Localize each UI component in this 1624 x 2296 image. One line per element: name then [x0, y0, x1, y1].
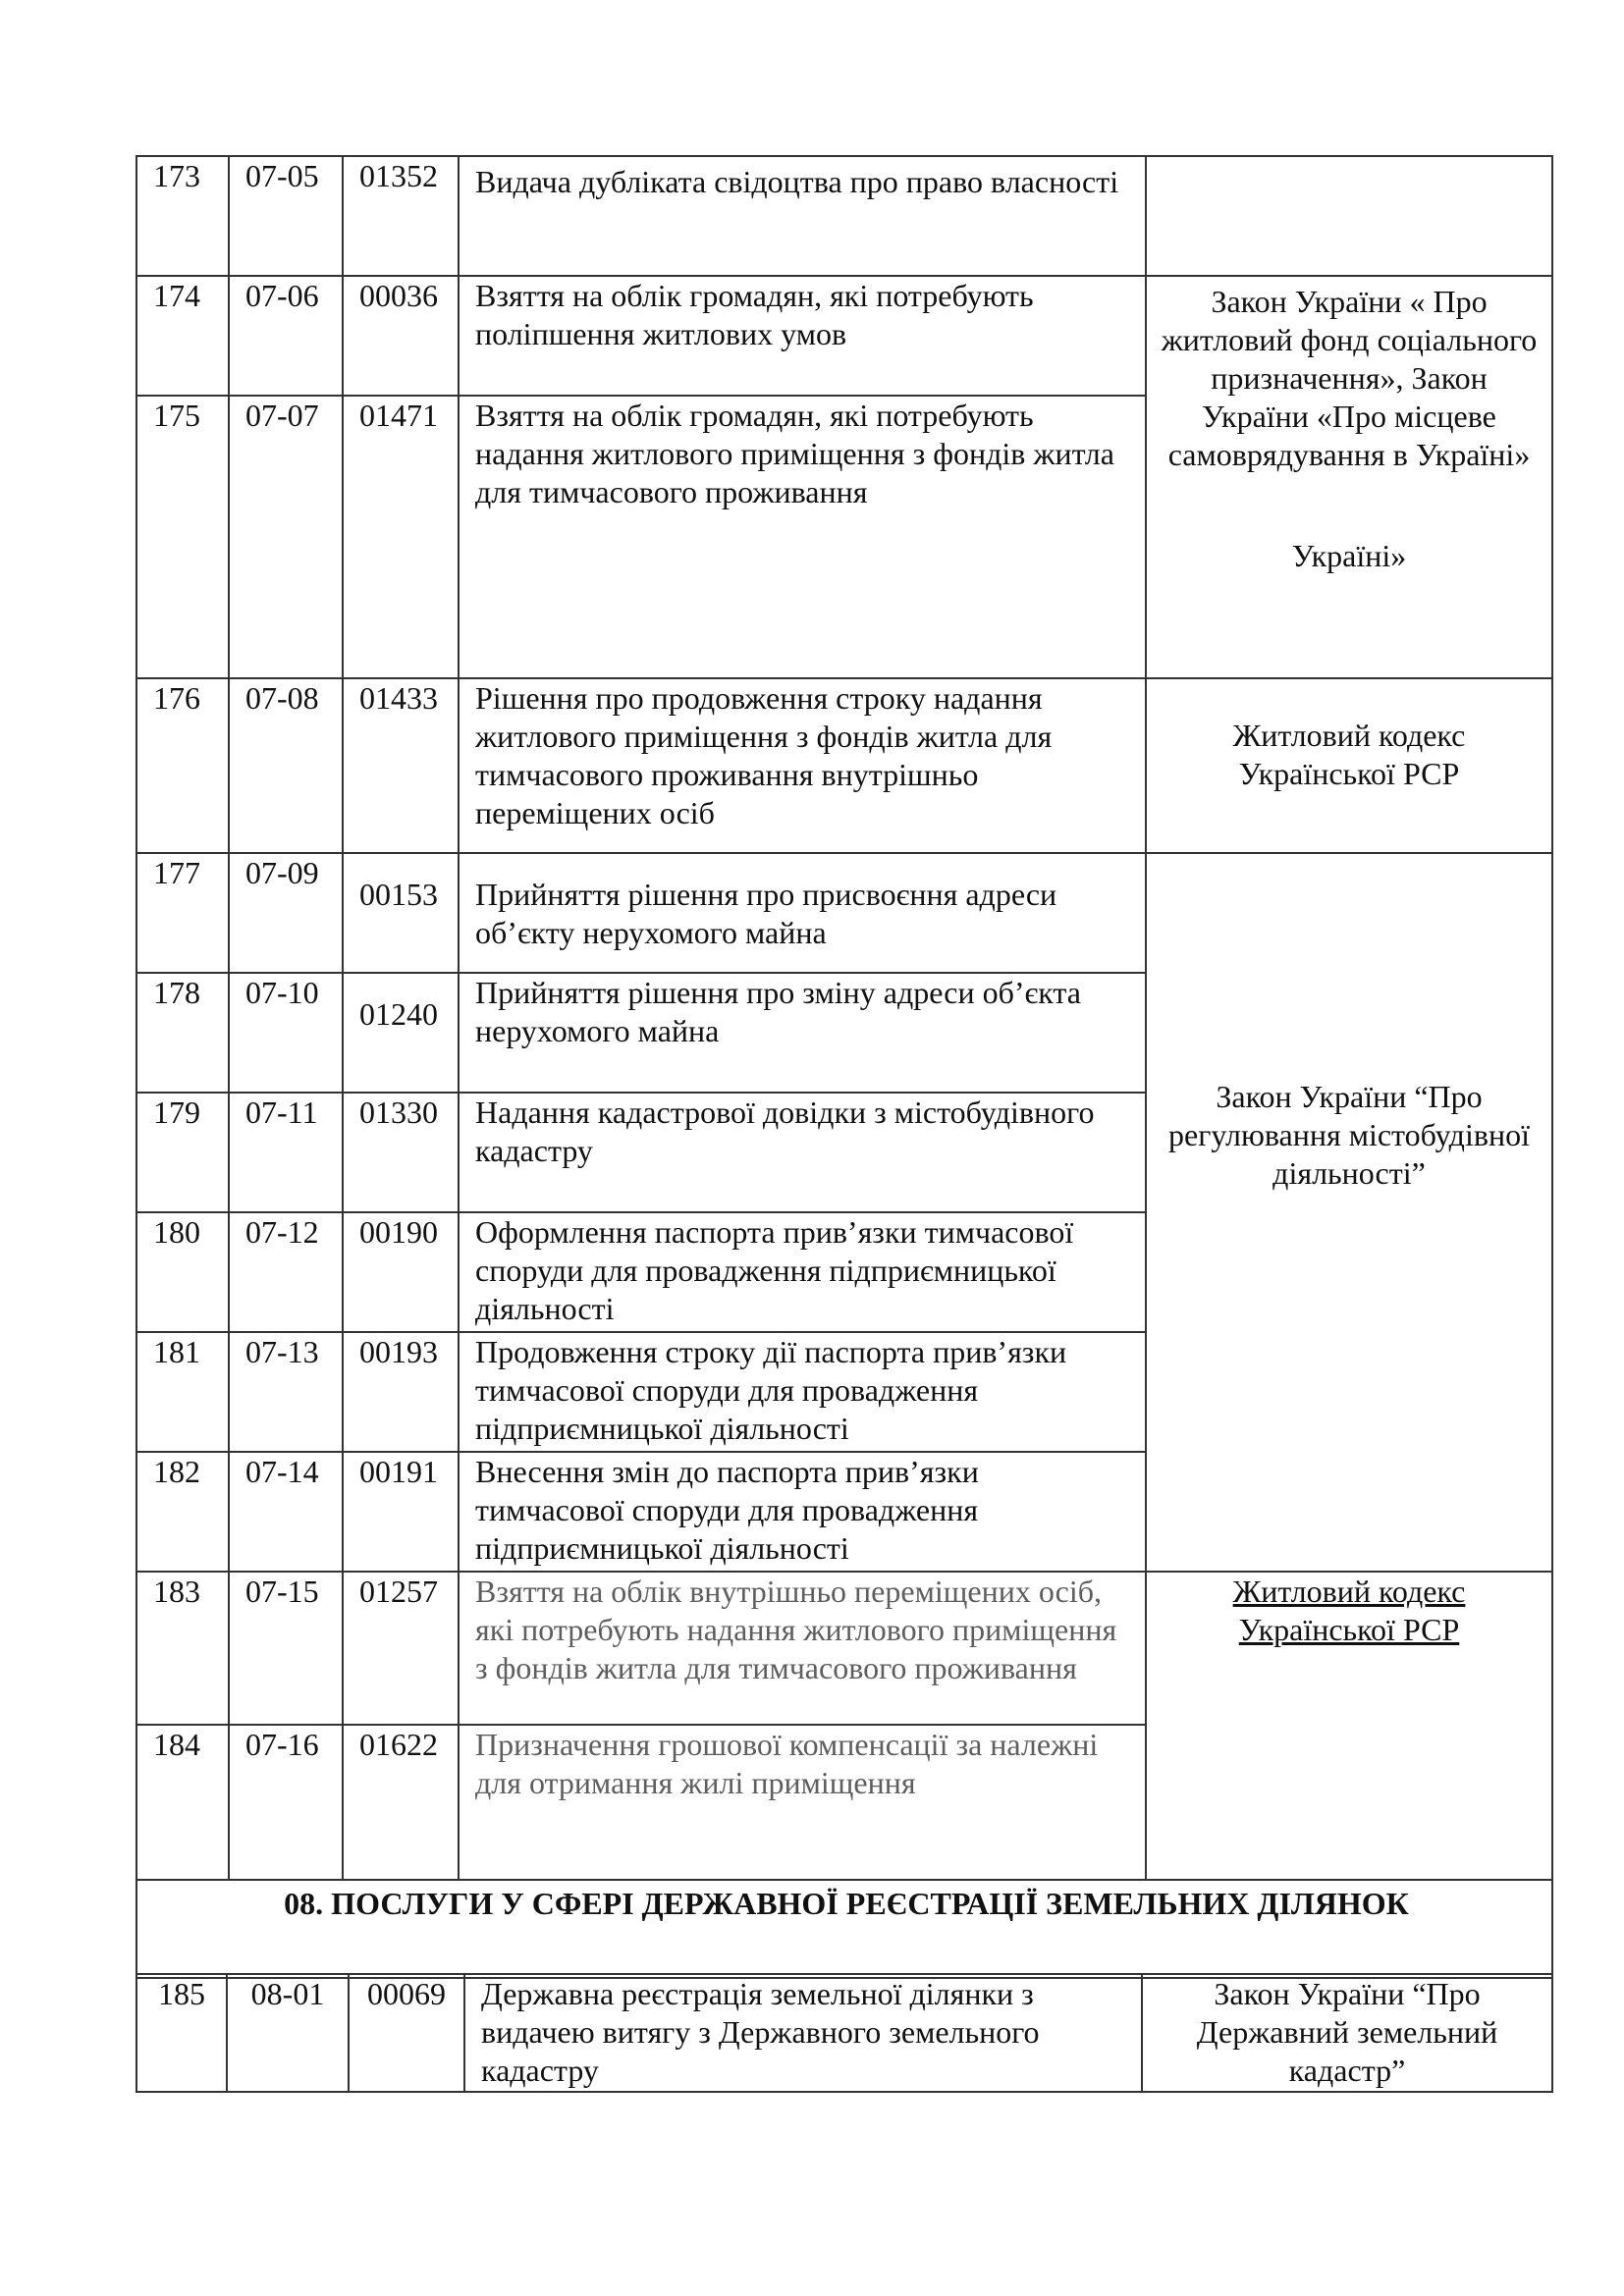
service-name: Видача дубліката свідоцтва про право власності [459, 156, 1146, 276]
row-number: 185 [136, 1974, 227, 2092]
service-name: Прийняття рішення про зміну адреси об’єкта нерухомого майна [459, 973, 1146, 1093]
legal-basis [1146, 156, 1552, 276]
services-table-section-08 [135, 1973, 1553, 2093]
row-number: 179 [136, 1093, 229, 1212]
service-id: 00193 [343, 1332, 459, 1452]
service-name: Призначення грошової компенсації за належні для отримання жилі приміщення [459, 1725, 1146, 1880]
service-code: 07-05 [229, 156, 343, 276]
legal-basis [1146, 276, 1552, 678]
service-code: 07-07 [229, 396, 343, 678]
row-number: 181 [136, 1332, 229, 1452]
row-number: 183 [136, 1572, 229, 1725]
service-id: 01257 [343, 1572, 459, 1725]
row-number: 176 [136, 678, 229, 853]
service-name: Взяття на облік внутрішньо переміщених осіб, які потребують надання житлового приміщення з фондів житла для тимчасового проживання [459, 1572, 1146, 1725]
row-number: 182 [136, 1452, 229, 1572]
service-code: 07-12 [229, 1212, 343, 1332]
row-number: 180 [136, 1212, 229, 1332]
legal-basis-tail: Україні» [1291, 538, 1407, 573]
service-code: 07-14 [229, 1452, 343, 1572]
service-id: 01433 [343, 678, 459, 853]
row-number: 173 [136, 156, 229, 276]
service-code: 07-06 [229, 276, 343, 396]
table-row [136, 1974, 1552, 2092]
legal-basis: Житловий кодекс Української РСР [1146, 678, 1552, 853]
row-number: 177 [136, 853, 229, 973]
table-row [136, 853, 1552, 973]
service-id: 01622 [343, 1725, 459, 1880]
service-code: 07-08 [229, 678, 343, 853]
table-row [136, 678, 1552, 853]
service-id: 00069 [349, 1974, 464, 2092]
service-id: 01352 [343, 156, 459, 276]
service-name: Оформлення паспорта прив’язки тимчасової споруди для провадження підприємницької діяльності [459, 1212, 1146, 1332]
section-row [136, 1880, 1552, 1978]
legal-basis: Закон України “Про Державний земельний кадастр” [1142, 1974, 1552, 2092]
row-number: 184 [136, 1725, 229, 1880]
table-row [136, 1572, 1552, 1725]
legal-basis: Закон України “Про регулювання містобудівної діяльності” [1146, 853, 1552, 1572]
service-code: 07-11 [229, 1093, 343, 1212]
service-id: 01471 [343, 396, 459, 678]
service-id: 01330 [343, 1093, 459, 1212]
service-id: 00191 [343, 1452, 459, 1572]
service-name: Рішення про продовження строку надання житлового приміщення з фондів житла для тимчасового проживання внутрішньо переміщених осіб [459, 678, 1146, 853]
service-name: Продовження строку дії паспорта прив’язки тимчасової споруди для провадження підприємницької діяльності [459, 1332, 1146, 1452]
service-code: 07-09 [229, 853, 343, 973]
service-id: 01240 [343, 973, 459, 1093]
service-code: 07-15 [229, 1572, 343, 1725]
services-table [135, 155, 1553, 1979]
service-code: 07-16 [229, 1725, 343, 1880]
service-code: 07-13 [229, 1332, 343, 1452]
table-row [136, 276, 1552, 396]
service-name: Надання кадастрової довідки з містобудівного кадастру [459, 1093, 1146, 1212]
legal-basis-text: Закон України « Про житловий фонд соціального призначення», Закон України «Про місцеве самоврядування в Україні» [1161, 284, 1538, 472]
table-row [136, 156, 1552, 276]
legal-basis-link[interactable]: Житловий кодекс Української РСР [1232, 1574, 1466, 1647]
service-name: Взяття на облік громадян, які потребують надання житлового приміщення з фондів житла для тимчасового проживання [459, 396, 1146, 678]
section-heading: 08. ПОСЛУГИ У СФЕРІ ДЕРЖАВНОЇ РЕЄСТРАЦІЇ ЗЕМЕЛЬНИХ ДІЛЯНОК [136, 1880, 1552, 1978]
service-name: Прийняття рішення про присвоєння адреси об’єкту нерухомого майна [459, 853, 1146, 973]
row-number: 178 [136, 973, 229, 1093]
service-name: Державна реєстрація земельної ділянки з видачею витягу з Державного земельного кадастру [464, 1974, 1142, 2092]
service-code: 08-01 [227, 1974, 349, 2092]
service-code: 07-10 [229, 973, 343, 1093]
service-id: 00036 [343, 276, 459, 396]
service-id: 00153 [343, 853, 459, 973]
service-id: 00190 [343, 1212, 459, 1332]
row-number: 175 [136, 396, 229, 678]
service-name: Внесення змін до паспорта прив’язки тимчасової споруди для провадження підприємницької діяльності [459, 1452, 1146, 1572]
service-name: Взяття на облік громадян, які потребують поліпшення житлових умов [459, 276, 1146, 396]
legal-basis [1146, 1572, 1552, 1880]
row-number: 174 [136, 276, 229, 396]
